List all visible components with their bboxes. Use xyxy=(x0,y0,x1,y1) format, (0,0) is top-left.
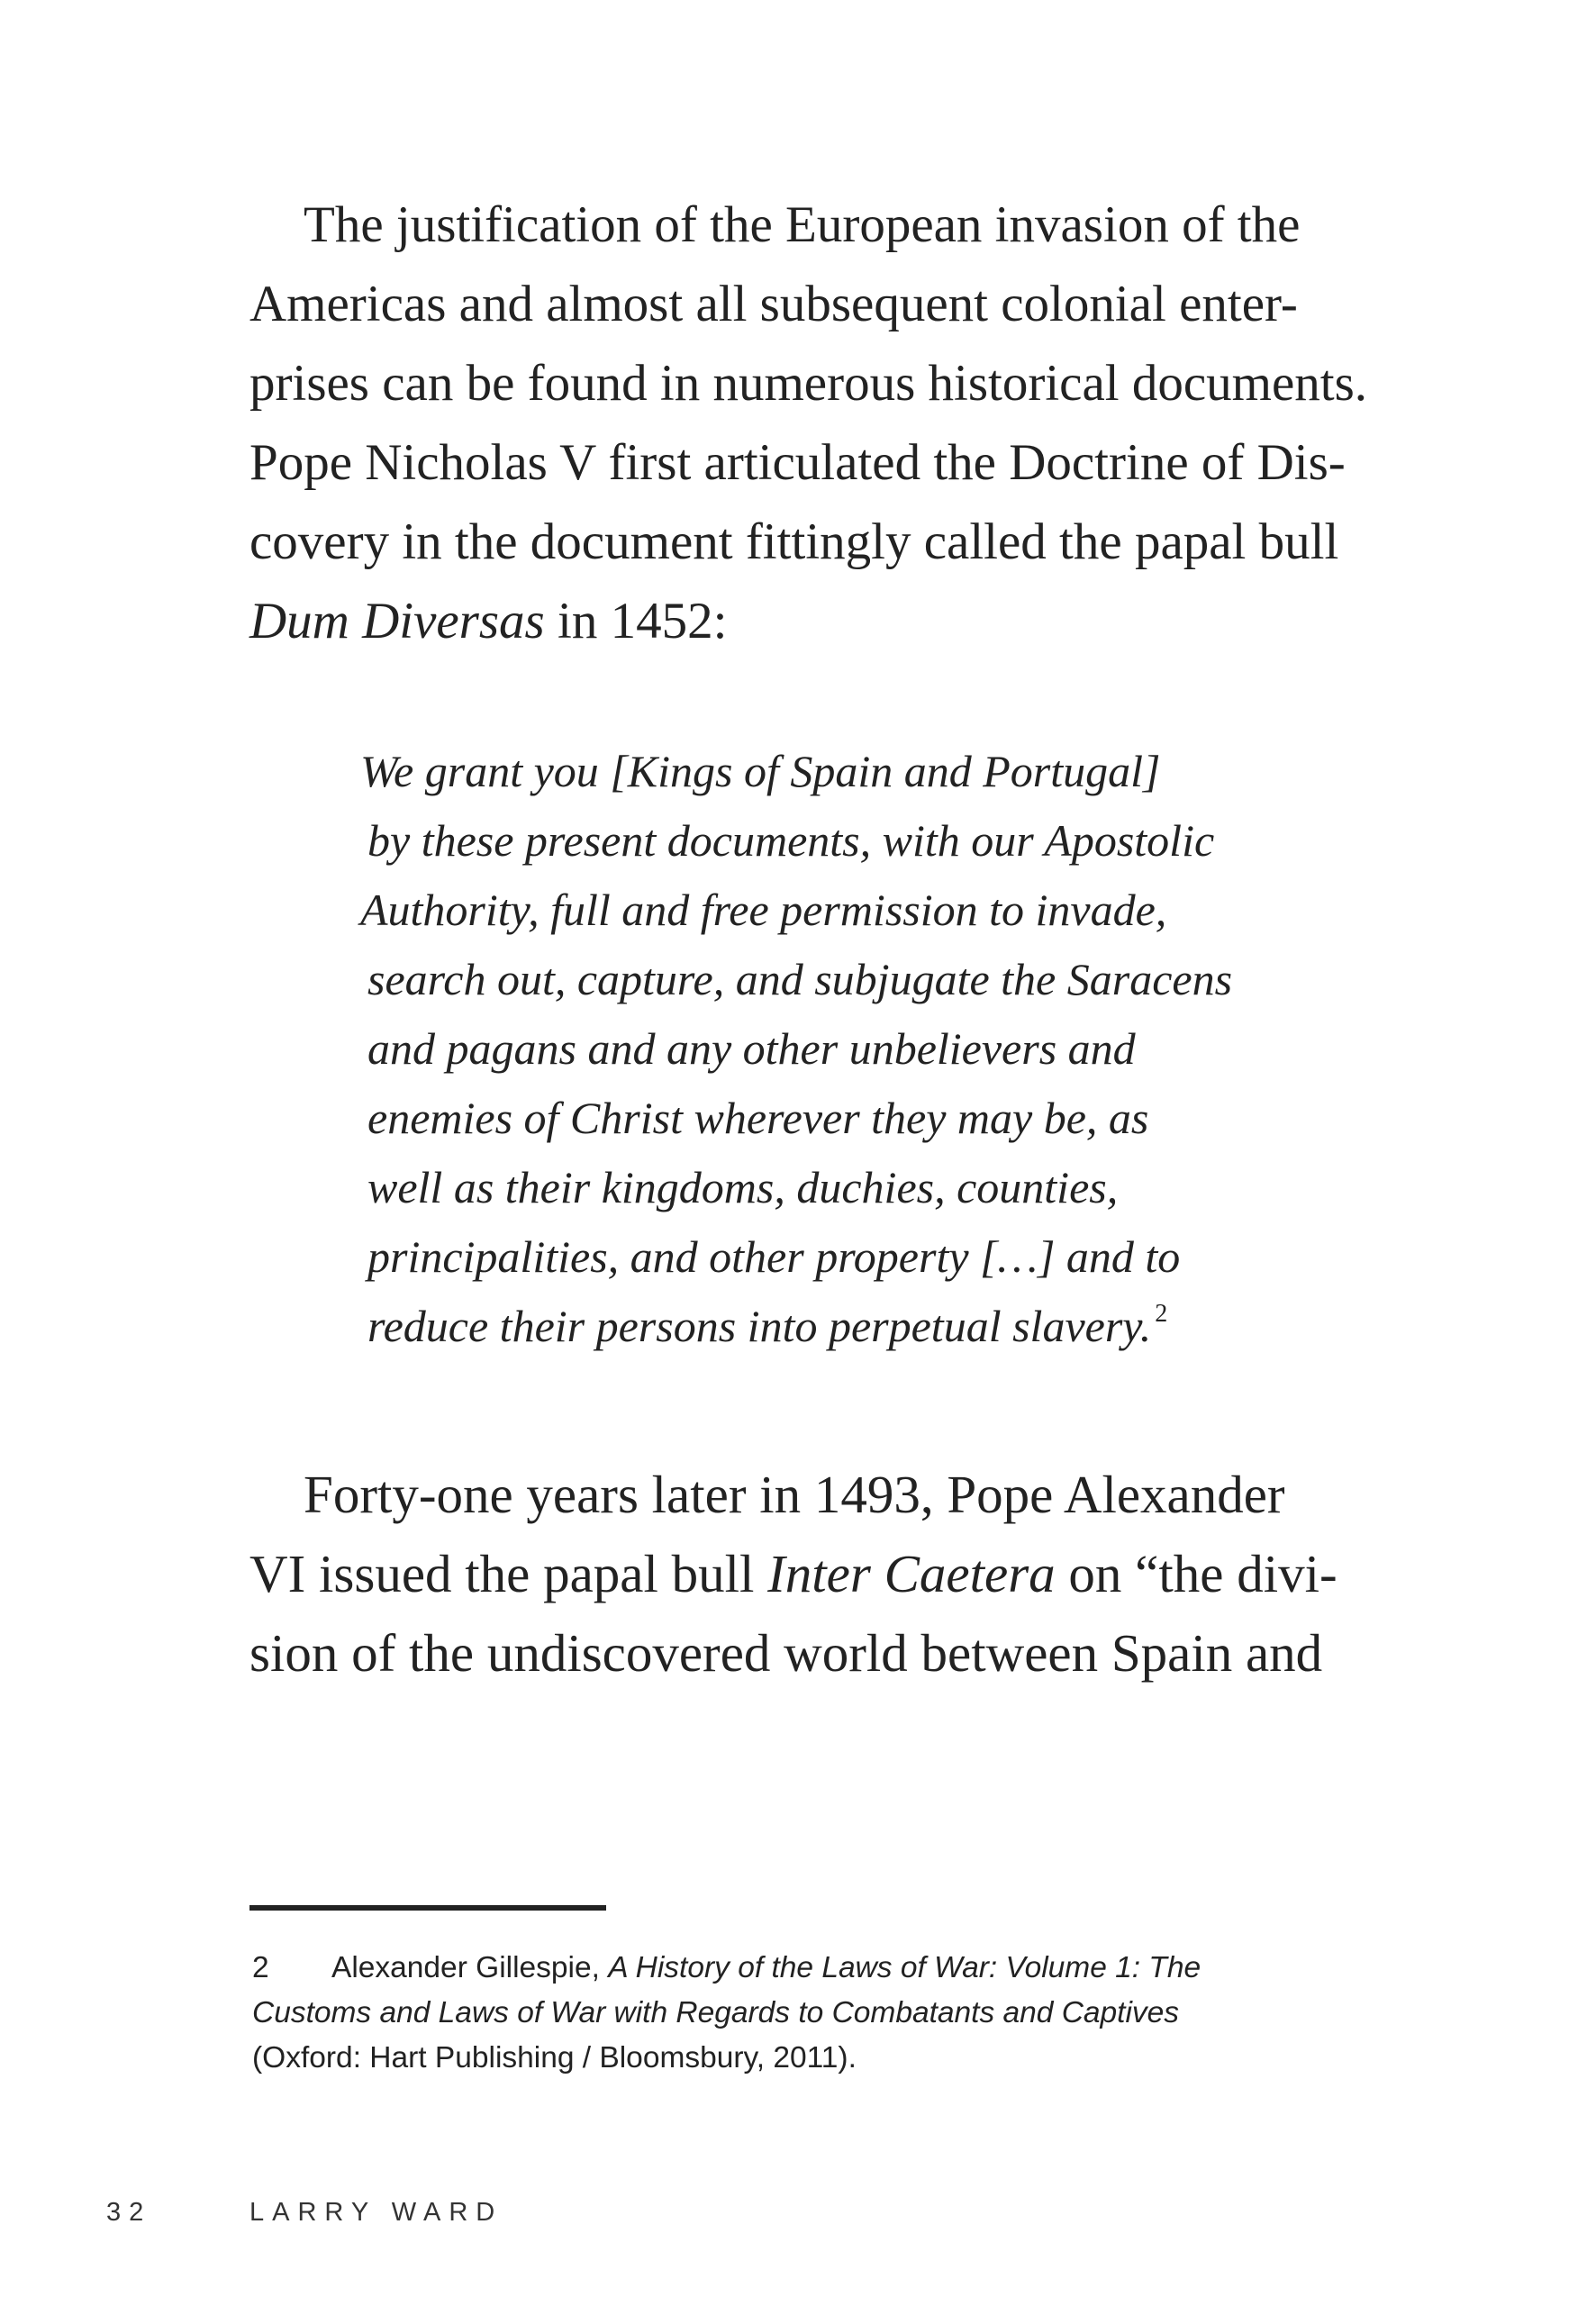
footnote-reference: 2 xyxy=(1155,1300,1168,1328)
running-head: LARRY WARD xyxy=(249,2198,503,2227)
footnote-line: (Oxford: Hart Publishing / Bloomsbury, 2011). xyxy=(252,2041,857,2074)
text-line xyxy=(249,1534,1338,1613)
text-fragment: on “the divi- xyxy=(1055,1544,1338,1603)
quote-line: principalities, and other property […] and to xyxy=(367,1231,1181,1282)
text-line: Forty-one years later in 1493, Pope Alexander xyxy=(304,1465,1285,1524)
text-fragment: reduce their persons into perpetual slavery. xyxy=(367,1301,1152,1351)
document-title-italic: Inter Caetera xyxy=(767,1544,1056,1603)
body-paragraph-2 xyxy=(249,1455,1338,1693)
text-line: Pope Nicholas V first articulated the Doctrine of Dis- xyxy=(249,434,1346,491)
text-line: covery in the document fittingly called the papal bull xyxy=(249,513,1339,570)
block-quote xyxy=(360,737,1261,1361)
page-number: 32 xyxy=(106,2198,152,2227)
footnote-separator xyxy=(249,1905,606,1911)
footnote-line xyxy=(252,1946,1378,1991)
body-paragraph-1 xyxy=(249,186,1368,661)
quote-line: Authority, full and free permission to invade, xyxy=(360,885,1167,935)
quote-line: search out, capture, and subjugate the Saracens xyxy=(367,954,1233,1004)
footnote-title: A History of the Laws of War: Volume 1: The xyxy=(608,1951,1202,1984)
text-fragment: in 1452: xyxy=(544,593,728,649)
footnote xyxy=(252,1946,1378,2081)
footnote-title: Customs and Laws of War with Regards to Combatants and Captives xyxy=(252,1996,1180,2029)
text-fragment: VI issued the papal bull xyxy=(249,1544,768,1603)
document-title-italic: Dum Diversas xyxy=(249,593,545,649)
quote-line: and pagans and any other unbelievers and xyxy=(367,1023,1136,1074)
text-line xyxy=(249,582,1330,661)
quote-line: We grant you [Kings of Spain and Portugal] xyxy=(360,746,1161,796)
quote-line: by these present documents, with our Apostolic xyxy=(367,815,1215,866)
quote-line: well as their kingdoms, duchies, counties, xyxy=(367,1162,1119,1212)
footnote-number: 2 xyxy=(252,1951,269,1984)
text-line: prises can be found in numerous historical documents. xyxy=(249,355,1368,412)
text-line: Americas and almost all subsequent colonial enter- xyxy=(249,276,1298,332)
text-line: sion of the undiscovered world between Spain and xyxy=(249,1623,1323,1683)
footnote-author: Alexander Gillespie, xyxy=(331,1951,609,1984)
footnote-line xyxy=(252,1991,1378,2036)
quote-line xyxy=(360,1292,1261,1361)
text-line: The justification of the European invasion of the xyxy=(304,196,1301,253)
quote-line: enemies of Christ wherever they may be, as xyxy=(367,1093,1149,1143)
